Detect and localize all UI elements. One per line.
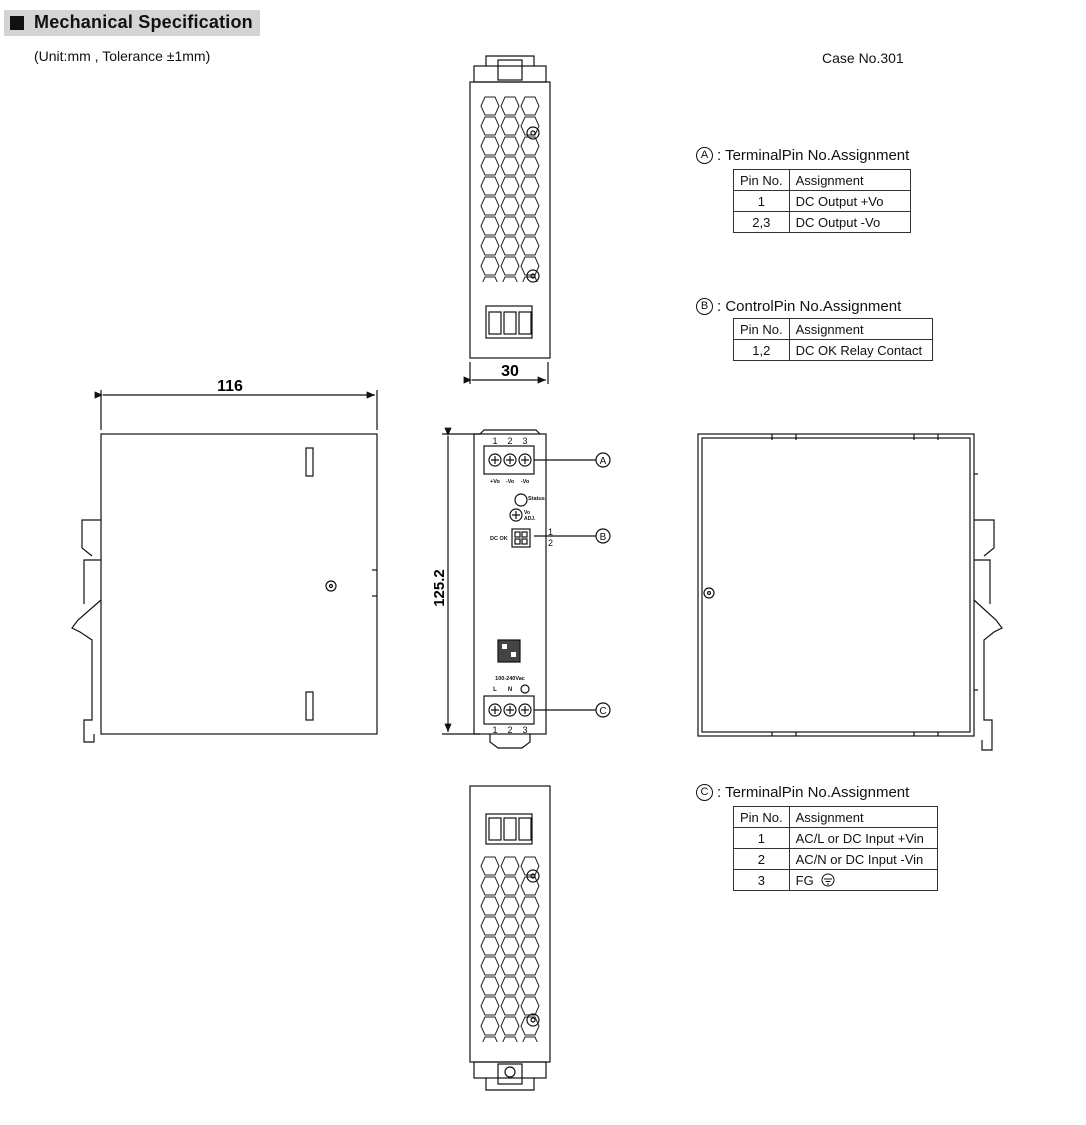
table-c-assignment: FG — [795, 872, 814, 888]
table-a-block — [696, 147, 909, 164]
table-b-header-assignment: Assignment — [789, 319, 932, 340]
table-a-header-assignment: Assignment — [789, 170, 910, 191]
table-a-pin: 2,3 — [734, 212, 790, 233]
adj-label: ADJ. — [524, 516, 536, 522]
table-a-assignment: DC Output -Vo — [789, 212, 910, 233]
table-a-title-prefix: : Terminal — [717, 147, 782, 164]
input-voltage-label: 100-240Vac — [495, 676, 525, 682]
input-pin-1: 1 — [492, 725, 498, 735]
output-label-2: -Vo — [505, 479, 515, 485]
input-label-n: N — [507, 687, 513, 693]
callout-c: C — [599, 706, 607, 717]
ground-icon — [821, 873, 835, 887]
output-pin-3: 3 — [522, 436, 528, 446]
page-title: Mechanical Specification — [34, 12, 253, 32]
table-b — [733, 318, 933, 361]
table-row — [734, 170, 911, 191]
table-b-assignment: DC OK Relay Contact — [789, 340, 932, 361]
table-b-block — [696, 298, 901, 315]
table-c-header-assignment: Assignment — [789, 807, 937, 828]
table-c-block — [696, 784, 909, 801]
marker-a: A — [696, 147, 713, 164]
table-row — [734, 212, 911, 233]
table-c-title-prefix: : Terminal — [717, 784, 782, 801]
front-labels — [490, 436, 607, 735]
table-a-title-rest: Pin No.Assignment — [781, 147, 910, 164]
vo-label: Vo — [524, 510, 531, 516]
status-label: Status — [528, 496, 545, 502]
width-dimension: 116 — [217, 378, 243, 395]
table-row — [734, 191, 911, 212]
table-row — [734, 849, 938, 870]
marker-c: C — [696, 784, 713, 801]
table-b-title-prefix: : Control — [717, 298, 774, 315]
input-label-l: L — [493, 687, 497, 693]
height-dimension: 125.2 — [431, 569, 448, 607]
table-c-pin: 1 — [734, 828, 790, 849]
table-c-pin: 2 — [734, 849, 790, 870]
output-label-3: -Vo — [520, 479, 530, 485]
table-b-title-rest: Pin No.Assignment — [773, 298, 902, 315]
input-pin-2: 2 — [507, 725, 513, 735]
marker-b: B — [696, 298, 713, 315]
front-view — [442, 430, 610, 748]
output-label-1: +Vo — [490, 479, 500, 485]
depth-dimension: 30 — [501, 363, 519, 380]
table-row — [734, 828, 938, 849]
callout-a: A — [599, 456, 607, 467]
relay-pin-1: 1 — [548, 527, 554, 537]
unit-note: (Unit:mm , Tolerance ±1mm) — [34, 48, 211, 64]
table-a-header-pin: Pin No. — [734, 170, 790, 191]
table-c — [733, 806, 938, 891]
dc-ok-label: DC OK — [490, 536, 508, 542]
table-a — [733, 169, 911, 233]
table-row — [734, 340, 933, 361]
case-number: Case No.301 — [822, 50, 904, 66]
table-row — [734, 807, 938, 828]
table-a-pin: 1 — [734, 191, 790, 212]
table-c-title-rest: Pin No.Assignment — [781, 784, 910, 801]
output-pin-2: 2 — [507, 436, 513, 446]
table-c-assignment-cell — [789, 870, 937, 891]
table-row — [734, 319, 933, 340]
table-b-header-pin: Pin No. — [734, 319, 790, 340]
callout-b: B — [599, 532, 607, 543]
table-c-assignment: AC/N or DC Input -Vin — [789, 849, 937, 870]
output-pin-1: 1 — [492, 436, 498, 446]
table-a-assignment: DC Output +Vo — [789, 191, 910, 212]
left-side-view — [72, 390, 377, 742]
table-b-pin: 1,2 — [734, 340, 790, 361]
bottom-view — [470, 786, 550, 1090]
right-side-view — [698, 434, 1002, 750]
table-c-assignment: AC/L or DC Input +Vin — [789, 828, 937, 849]
table-row — [734, 870, 938, 891]
top-view — [470, 56, 550, 384]
input-pin-3: 3 — [522, 725, 528, 735]
relay-pin-2: 2 — [548, 538, 554, 548]
table-c-pin: 3 — [734, 870, 790, 891]
table-c-header-pin: Pin No. — [734, 807, 790, 828]
